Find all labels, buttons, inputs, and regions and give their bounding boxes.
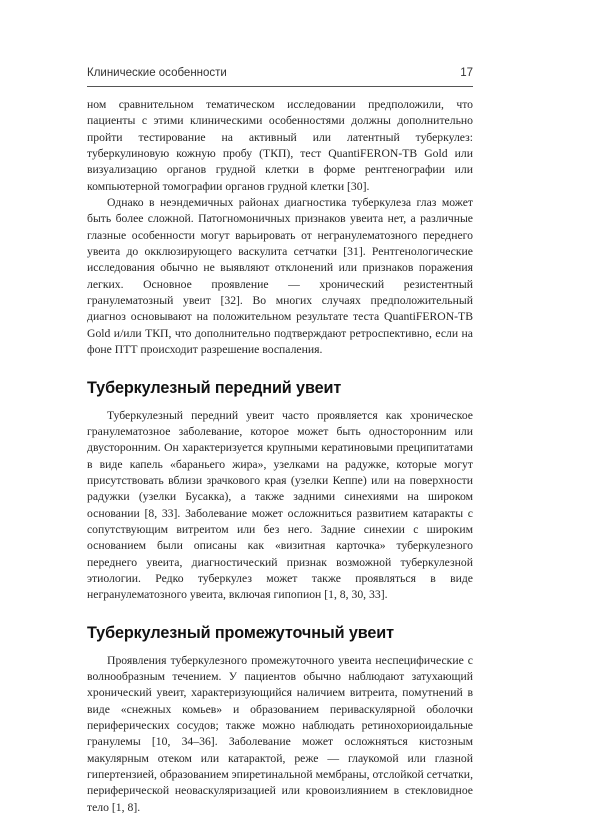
paragraph-anterior-uveitis: Туберкулезный передний увеит часто проявляется как хроническое гранулематозное заболевание, которое может быть односторонним или двусторонним. Он характеризуется крупными кератиновыми преципитатами в виде капель «бараньего жира», узелками на радужке, которые могут присутствовать вблизи зрачкового края (узелки Кеппе) или на поверхности радужки (узелки Бусакка), а также задними синехиями на широком основании [8, 33]. Заболевание может осложниться развитием катаракты с сопутствующим витреитом или без него. Задние синехии с широким основанием были описаны как «визитная карточка» туберкулезного переднего увеита, диагностический признак возможной туберкулезной этиологии. Редко туберкулез может также проявляться в виде негранулематозного увеита, включая гипопион [1, 8, 30, 33]. (87, 408, 473, 602)
page-number: 17 (460, 67, 473, 79)
running-header (87, 67, 473, 85)
paragraph-continued: ном сравнительном тематическом исследовании предположили, что пациенты с этими клиническими особенностями должны дополнительно пройти тестирование на активный или латентный туберкулез: туберкулиновую кожную пробу (ТКП), тест QuantiFERON-TB Gold или визуализацию органов грудной клетки в форме рентгенографии или компьютерной томографии органов грудной клетки [30]. (87, 98, 473, 193)
section-heading-anterior-uveitis: Туберкулезный передний увеит (87, 378, 342, 397)
paragraph-nonendemic-diagnosis: Однако в неэндемичных районах диагностика туберкулеза глаз может быть более сложной. Патогномоничных признаков увеита нет, а различные глазные особенности могут варьировать от негранулематозного переднего увеита до окклюзирующего васкулита сетчатки [31]. Рентгенологические исследования обычно не выявляют отклонений или признаков поражения легких. Основное проявление — хронический резистентный гранулематозный увеит [32]. Во многих случаях предположительный диагноз основывают на положительном результате теста QuantiFERON-TB Gold и/или ТКП, что дополнительно подтверждают ретроспективно, если на фоне ПТТ происходит разрешение воспаления. (87, 196, 473, 357)
running-header-section-title: Клинические особенности (87, 67, 227, 79)
header-rule (87, 86, 473, 87)
section-heading-intermediate-uveitis: Туберкулезный промежуточный увеит (87, 623, 394, 642)
page-body (87, 97, 473, 816)
paragraph-intermediate-uveitis: Проявления туберкулезного промежуточного увеита неспецифические с волнообразным течением. У пациентов обычно наблюдают затухающий хронический увеит, характеризующийся наличием витреита, помутнений в виде «снежных комьев» и образованием периваскулярной оболочки периферических сосудов; также можно наблюдать ретинохориоидальные гранулемы [10, 34–36]. Заболевание может осложняться кистозным макулярным отеком или катарактой, реже — глаукомой или глазной гипертензией, образованием эпиретинальной мембраны, отслойкой сетчатки, периферической неоваскуляризацией или кровоизлиянием в стекловидное тело [1, 8]. (87, 653, 473, 814)
